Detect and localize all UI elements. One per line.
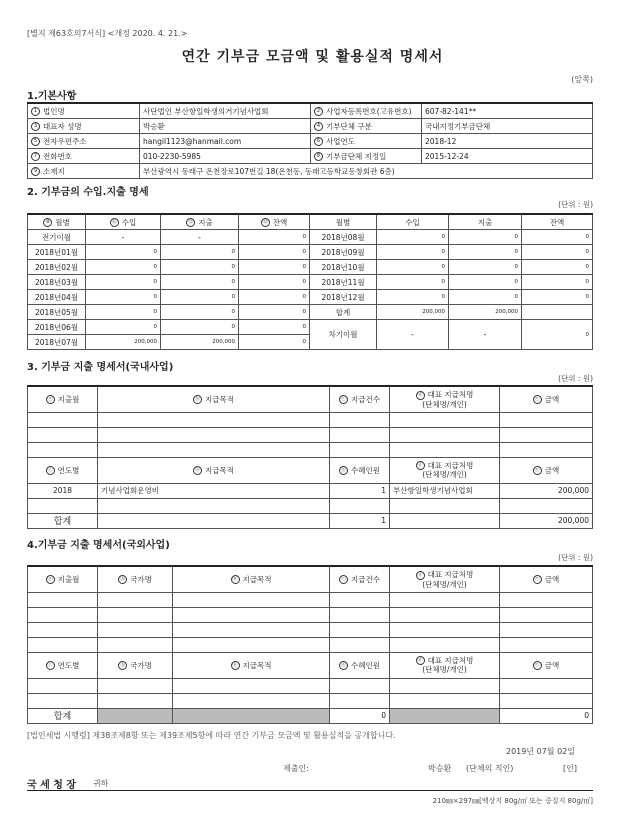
bizno-label: 2 사업자등록번호(고유번호) [311,103,422,119]
paper-spec: 210㎜×297㎜[백상지 80g/㎡ 또는 중질지 80g/㎡] [432,797,593,805]
carry-expense: - [449,320,522,350]
month-balance: 0 [522,230,593,245]
income-header-cell [377,214,449,230]
income-header-cell [239,214,310,230]
month-income: 0 [377,260,449,275]
month-label: 2018년05월 [28,305,86,320]
month-income: 0 [86,290,161,305]
addressee-suffix: 귀하 [93,779,109,788]
basic-info-table [27,102,593,179]
rep-label: 3 대표자 성명 [28,119,140,134]
tax-office: 국 세 청 장 [27,780,77,791]
overseas-unit: (단위 : 원) [558,553,593,562]
month-label: 2018년11월 [310,275,377,290]
income-table [27,213,593,350]
income-row [28,290,593,305]
ovs-h-month: ⓐ 지출월 [28,566,98,592]
total-expense: 200,000 [449,305,522,320]
addr-value: 부산광역시 동래구 온천장로107번길 18(온천동, 동래고등학교동창회관 6층) [140,164,593,179]
ovs-h2-country: ⓗ 국가명 [98,652,173,678]
law-notice: [법인세법 시행령] 제38조제8항 또는 제39조제5항에 따라 연간 기부금 모금액 및 활용실적을 공개합니다. [27,731,396,740]
month-expense: 0 [161,245,239,260]
seal-mark: [인] [563,764,577,773]
ovs-h2-year: ⓕ 연도별 [28,652,98,678]
month-income: 200,000 [86,335,161,350]
month-balance: 0 [522,290,593,305]
section-basic-heading: 1.기본사항 [27,91,77,102]
dom-row-amount: 200,000 [500,483,593,498]
month-expense: 0 [449,245,522,260]
month-balance: 0 [239,245,310,260]
ovs-h-payee: ⓓ 대표 지급처명 (단체명/개인) [390,566,500,592]
income-header-label: 월별 [335,217,351,227]
section-overseas-heading: 4.기부금 지출 명세서(국외사업) [27,540,170,551]
dom-h2-payee: ⓓ 대표 지급처명 (단체명/개인) [390,457,500,483]
dom-h-count: ⓒ 지급건수 [330,386,390,412]
income-header-label: 잔액 [272,217,288,227]
income-row [28,275,593,290]
ovs-total-amount: 0 [500,708,593,723]
month-label: 2018년09월 [310,245,377,260]
date-label: 8 기부금단체 지정일 [311,149,422,164]
circled-number: ⑫ [188,219,194,225]
month-expense: 0 [161,290,239,305]
income-header-label: 잔액 [549,217,565,227]
month-label: 2018년06월 [28,320,86,335]
prev-label: 전기이월 [28,230,86,245]
month-label: 2018년07월 [28,335,86,350]
section-income-heading: 2. 기부금의 수입.지출 명세 [27,187,149,198]
month-label: 2018년10월 [310,260,377,275]
income-header-cell [86,214,161,230]
month-label: 2018년12월 [310,290,377,305]
month-income: 0 [377,245,449,260]
rep-value: 박승환 [140,119,311,134]
income-row [28,260,593,275]
month-expense: 200,000 [161,335,239,350]
name-value: 사단법인 부산항일학생의거기념사업회 [140,103,311,119]
domestic-unit: (단위 : 원) [558,374,593,383]
month-balance: 0 [522,260,593,275]
dom-total-amount: 200,000 [500,513,593,528]
submit-date: 2019년 07월 02일 [506,747,575,756]
income-header-cell [310,214,377,230]
month-income: 0 [86,320,161,335]
dom-h2-amount: ⓔ 금액 [500,457,593,483]
date-value: 2015-12-24 [422,149,593,164]
month-income: 0 [86,275,161,290]
total-label: 합계 [310,305,377,320]
total-balance [522,305,593,320]
submitter-label: 제출인: [283,764,309,773]
carry-balance: 0 [522,320,593,350]
circled-number: ⑩ [43,218,52,227]
income-row [28,245,593,260]
dom-row-purpose: 기념사업회운영비 [98,483,330,498]
carry-label: 차기이월 [310,320,377,350]
type-label: 4 기부단체 구분 [311,119,422,134]
dom-row-year: 2018 [28,483,98,498]
prev-balance: 0 [239,230,310,245]
dom-h-purpose: ⓑ 지급목적 [98,386,330,412]
month-label: 2018년04월 [28,290,86,305]
month-balance: 0 [239,305,310,320]
income-row [28,320,593,335]
dom-total-label: 합계 [28,513,98,528]
month-expense: 0 [161,305,239,320]
ovs-h2-beneficiaries: ⓖ 수혜인원 [330,652,390,678]
ovs-h-amount: ⓔ 금액 [500,566,593,592]
ovs-total-count: 0 [330,708,390,723]
income-header-cell [449,214,522,230]
addr-label: 9 소재지 [28,164,140,179]
income-row [28,305,593,320]
month-expense: 0 [449,290,522,305]
page-side: (앞쪽) [571,75,593,84]
month-balance: 0 [239,260,310,275]
type-value: 국내지정기부금단체 [422,119,593,134]
income-header-cell [161,214,239,230]
overseas-table [27,565,593,724]
circled-number: ⑪ [111,219,117,225]
month-income: 0 [377,230,449,245]
year-label: 6 사업연도 [311,134,422,149]
dom-h2-purpose: ⓑ 지급목적 [98,457,330,483]
dom-total-count: 1 [330,513,390,528]
month-balance: 0 [522,245,593,260]
section-domestic-heading: 3. 기부금 지출 명세서(국내사업) [27,362,174,373]
month-balance: 0 [239,290,310,305]
income-header-label: 월별 [55,217,70,227]
footer-divider [27,790,593,791]
email-value: hangil1123@hanmail.com [140,134,311,149]
form-number: [별지 제63호의7서식] <개정 2020. 4. 21.> [27,29,188,38]
month-expense: 0 [161,320,239,335]
circled-number: ⑬ [262,219,268,225]
ovs-h2-payee: ⓓ 대표 지급처명 (단체명/개인) [390,652,500,678]
year-value: 2018-12 [422,134,593,149]
page-title: 연간 기부금 모금액 및 활용실적 명세서 [181,49,444,65]
income-header-cell [28,214,86,230]
dom-h-payee: ⓓ 대표 지급처명 (단체명/개인) [390,386,500,412]
carry-income: - [377,320,449,350]
month-income: 0 [86,260,161,275]
month-income: 0 [377,290,449,305]
month-balance: 0 [522,275,593,290]
ovs-h-country: ⓗ 국가명 [98,566,173,592]
month-balance: 0 [239,320,310,335]
income-header-label: 지출 [198,217,213,227]
income-header-cell [522,214,593,230]
month-income: 0 [377,275,449,290]
prev-income: - [86,230,161,245]
month-balance: 0 [239,335,310,350]
month-expense: 0 [161,275,239,290]
submitter-role: (단체의 직인) [466,764,514,773]
domestic-table [27,385,593,529]
dom-row-count: 1 [330,483,390,498]
month-expense: 0 [161,260,239,275]
month-label: 2018년08월 [310,230,377,245]
bizno-value: 607-82-141** [422,103,593,119]
ovs-h2-purpose: ⓑ 지급목적 [173,652,330,678]
month-income: 0 [86,245,161,260]
month-expense: 0 [449,230,522,245]
income-header-label: 수입 [405,217,420,227]
prev-expense: - [161,230,239,245]
month-balance: 0 [239,275,310,290]
ovs-total-label: 합계 [28,708,98,723]
tel-label: 7 전화번호 [28,149,140,164]
dom-h2-beneficiaries: ⓖ 수혜인원 [330,457,390,483]
dom-h2-year: ⓕ 연도별 [28,457,98,483]
email-label: 5 전자우편주소 [28,134,140,149]
ovs-h-purpose: ⓑ 지급목적 [173,566,330,592]
month-label: 2018년01월 [28,245,86,260]
dom-h-amount: ⓔ 금액 [500,386,593,412]
submitter-name: 박승환 [428,764,452,773]
name-label: 1 법인명 [28,103,140,119]
income-header-label: 수입 [121,217,137,227]
month-expense: 0 [449,275,522,290]
month-label: 2018년03월 [28,275,86,290]
ovs-h2-amount: ⓔ 금액 [500,652,593,678]
month-label: 2018년02월 [28,260,86,275]
income-header-label: 지출 [477,217,493,227]
dom-row-payee: 부산항일학생기념사업회 [390,483,500,498]
month-income: 0 [86,305,161,320]
total-income: 200,000 [377,305,449,320]
income-unit: (단위 : 원) [558,200,593,209]
month-expense: 0 [449,260,522,275]
tel-value: 010-2230-5985 [140,149,311,164]
dom-h-month: ⓐ 지출월 [28,386,98,412]
ovs-h-count: ⓒ 지급건수 [330,566,390,592]
